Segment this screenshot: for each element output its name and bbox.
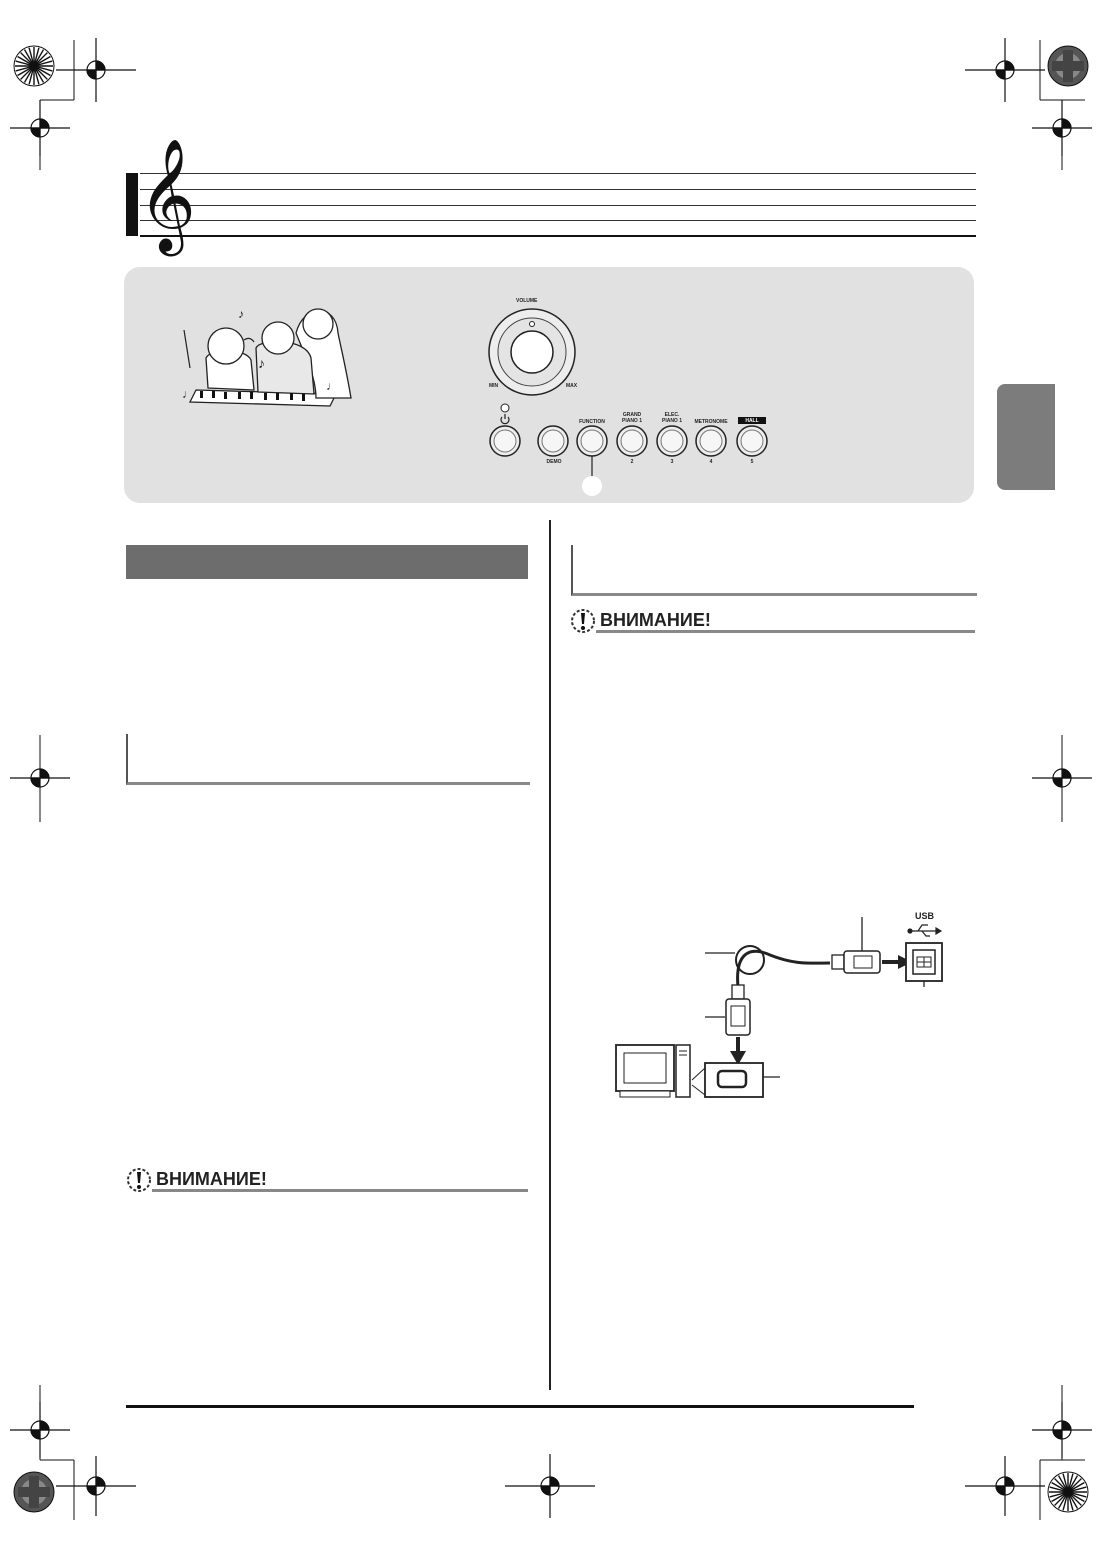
function-button[interactable] [577, 426, 607, 456]
usb-label: USB [915, 911, 935, 921]
svg-text:♪: ♪ [238, 307, 244, 321]
function-label: FUNCTION [579, 419, 605, 425]
volume-min-label: MIN [489, 383, 499, 389]
callout-marker-icon [582, 476, 602, 496]
grand-piano-label: GRAND PIANO 1 [621, 412, 642, 424]
volume-knob[interactable] [480, 296, 590, 396]
button-number-2: 2 [630, 459, 634, 465]
subsection-heading-box [126, 734, 530, 785]
power-button[interactable] [490, 426, 520, 456]
svg-text:♩: ♩ [326, 379, 338, 393]
staff-line [140, 205, 976, 206]
warning-label-right: ВНИМАНИЕ! [600, 610, 711, 630]
usb-connection-diagram [600, 905, 960, 1105]
usb-icon [908, 925, 941, 936]
hall-label: HALL [745, 418, 759, 424]
staff-line [140, 235, 976, 237]
demo-button[interactable] [538, 426, 568, 456]
button-number-3: 3 [670, 459, 674, 465]
family-playing-piano-illustration [176, 298, 356, 413]
metronome-label: METRONOME [694, 419, 728, 425]
column-divider [549, 520, 551, 1390]
svg-text:♪: ♪ [258, 355, 265, 371]
volume-max-label: MAX [566, 383, 578, 389]
warning-label-left: ВНИМАНИЕ! [156, 1169, 267, 1189]
header-accent-bar [126, 173, 138, 236]
staff-line [140, 189, 976, 190]
button-number-5: 5 [750, 459, 754, 465]
volume-label: VOLUME [516, 298, 538, 304]
exclamation-icon [570, 607, 598, 635]
treble-clef-icon: 𝄞 [138, 138, 196, 252]
staff-line [140, 220, 976, 221]
button-number-4: 4 [709, 459, 713, 465]
svg-text:♩: ♩ [182, 387, 194, 401]
grand-piano-button[interactable] [617, 426, 647, 456]
section-heading-bar [126, 545, 528, 579]
warning-rule [152, 1189, 528, 1192]
footer-rule [126, 1405, 914, 1408]
section-side-tab [997, 384, 1055, 490]
elec-piano-button[interactable] [657, 426, 687, 456]
subsection-heading-box-right [571, 545, 977, 596]
demo-label: DEMO [546, 459, 562, 465]
power-icon [501, 414, 509, 424]
exclamation-icon [126, 1166, 154, 1194]
elec-piano-label: ELEC. PIANO 1 [661, 412, 682, 424]
warning-rule [596, 630, 975, 633]
staff-line [140, 173, 976, 174]
hall-button[interactable] [737, 426, 767, 456]
metronome-button[interactable] [696, 426, 726, 456]
